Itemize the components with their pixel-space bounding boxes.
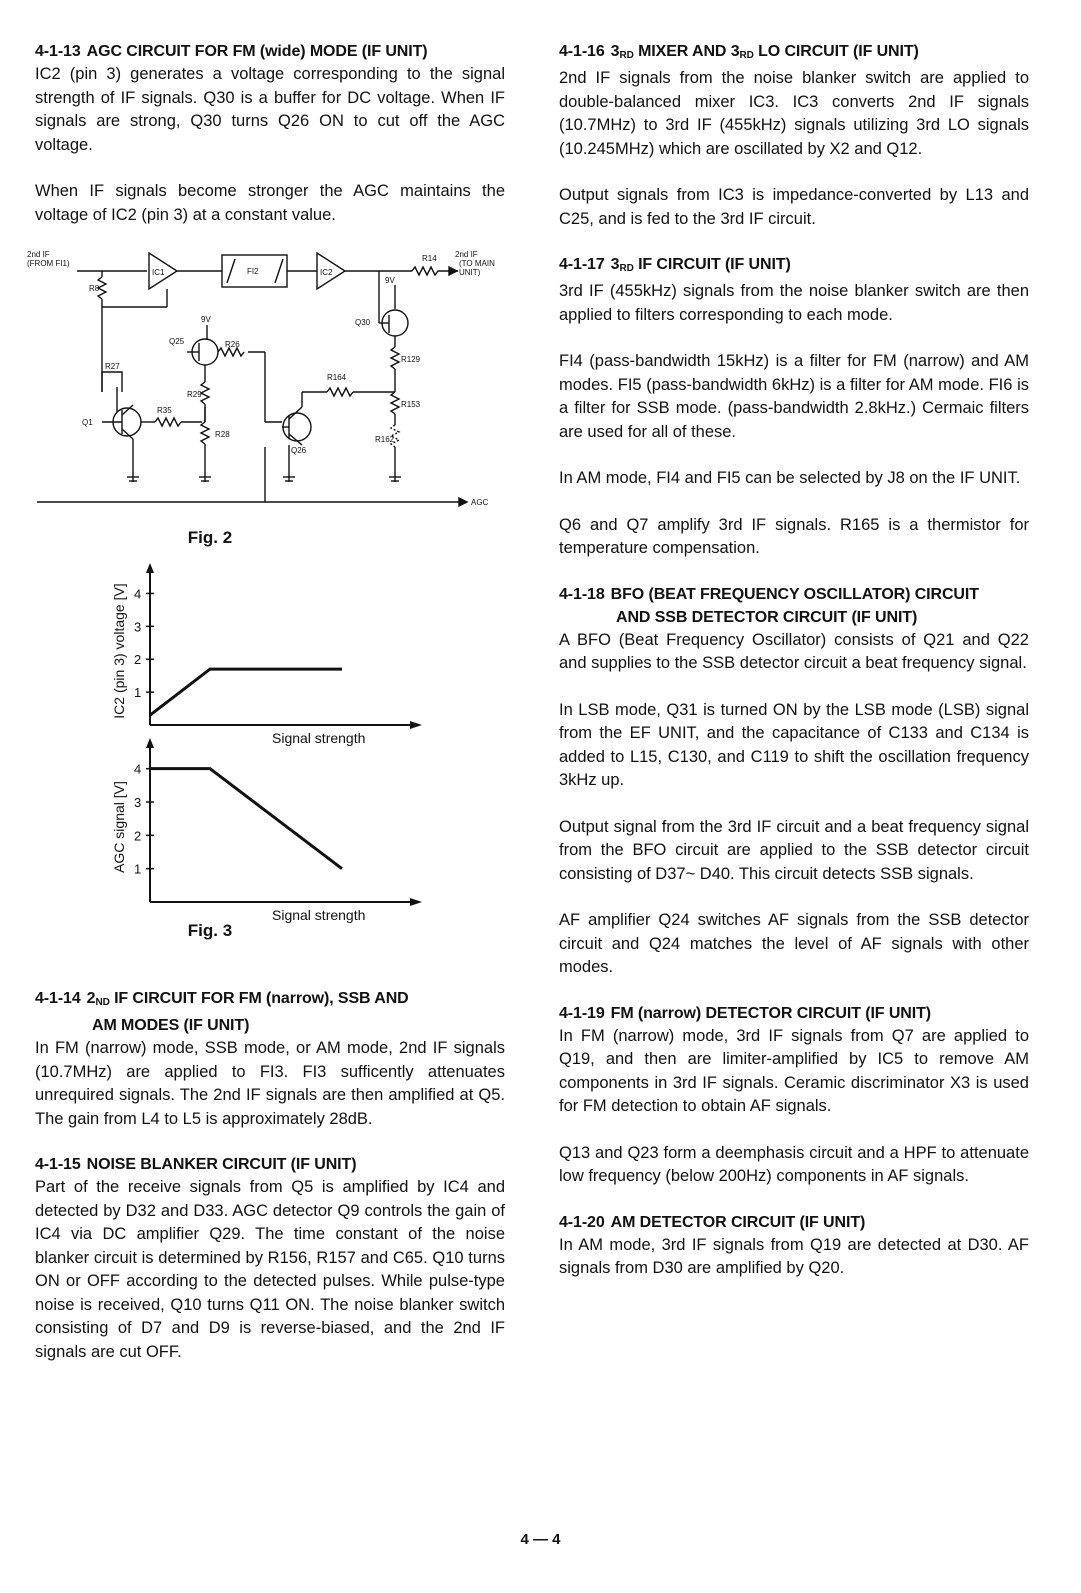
- label-fi2: FI2: [247, 267, 259, 276]
- ordinal: 2: [86, 990, 96, 1007]
- y-tick-label: 4: [134, 761, 142, 777]
- label-agc: AGC: [471, 498, 489, 507]
- section-heading: [559, 40, 1029, 67]
- label-in1: 2nd IF: [27, 250, 50, 259]
- figure-2: [27, 247, 505, 547]
- paragraph: Output signal from the 3rd IF circuit and a beat frequency signal from the BFO circuit are applied to the SSB detector circuit consisting of D37~ D40. This circuit detects SSB signals.: [559, 817, 1029, 883]
- figure-caption: Fig. 2: [187, 528, 233, 547]
- section-title: AM DETECTOR CIRCUIT (IF UNIT): [610, 1213, 866, 1231]
- section-title: NOISE BLANKER CIRCUIT (IF UNIT): [86, 1156, 357, 1173]
- section-title: IF CIRCUIT (IF UNIT): [633, 256, 791, 273]
- paragraph: In FM (narrow) mode, 3rd IF signals from Q7 are applied to Q19, and then are limiter-amplified by IC5 to remove AM components in 3rd IF signals. Ceramic discriminator X3 is used for FM detection to obtain AF signals.: [559, 1026, 1029, 1115]
- section-number: 4-1-15: [35, 1156, 81, 1173]
- section-number: 4-1-14: [35, 990, 81, 1007]
- label-out3: UNIT): [459, 268, 481, 277]
- section-number: 4-1-13: [35, 43, 81, 60]
- page-number: 4 — 4: [520, 1531, 561, 1548]
- series-line: [150, 669, 342, 715]
- paragraph: Q13 and Q23 form a deemphasis circuit and a HPF to attenuate low frequency (below 200Hz) components in AF signals.: [559, 1143, 1029, 1185]
- section-title: IF CIRCUIT FOR FM (narrow), SSB AND: [109, 990, 409, 1007]
- section-4-1-19: [559, 1002, 1029, 1189]
- y-axis-arrow: [146, 738, 154, 748]
- paragraph: FI4 (pass-bandwidth 15kHz) is a filter for FM (narrow) and AM modes. FI5 (pass-bandwidth 6kHz) is a filter for AM mode. FI6 is a filter for SSB mode. (pass-bandwidth 2.8kHz.) Cermaic filters are used for all of these.: [559, 352, 1029, 441]
- label-9v-a: 9V: [201, 315, 211, 324]
- section-number: 4-1-17: [559, 256, 605, 273]
- paragraph: IC2 (pin 3) generates a voltage corresponding to the signal strength of IF signals. Q30 is a buffer for DC voltage. When IF signals are strong, Q30 turns Q26 ON to cut off the AGC voltage.: [35, 65, 505, 154]
- label-r164: R164: [327, 373, 347, 382]
- label-ic2: IC2: [320, 268, 333, 277]
- section-heading: [559, 1002, 1029, 1025]
- y-axis-label: IC2 (pin 3) voltage [V]: [111, 583, 127, 719]
- paragraph: When IF signals become stronger the AGC maintains the voltage of IC2 (pin 3) at a constant value.: [35, 182, 505, 224]
- label-q26: Q26: [291, 446, 307, 455]
- ordinal-suffix: ND: [95, 997, 110, 1008]
- section-number: 4-1-18: [559, 585, 605, 603]
- paragraph: In AM mode, 3rd IF signals from Q19 are detected at D30. AF signals from D30 are amplified by Q20.: [559, 1235, 1029, 1277]
- paragraph: Part of the receive signals from Q5 is amplified by IC4 and detected by D32 and D33. AGC detector Q9 controls the gain of IC4 via DC amplifier Q29. The time constant of the noise blanker circuit is determined by R156, R157 and C65. Q10 turns ON or OFF according to the detected pulses. While pulse-type noise is received, Q10 turns Q11 ON. The noise blanker switch consisting of D7 and D9 is reverse-biased, and the 2nd IF signals are cut OFF.: [35, 1178, 505, 1361]
- paragraph: In LSB mode, Q31 is turned ON by the LSB mode (LSB) signal from the EF UNIT, and the capacitance of C133 and C134 is added to L15, C130, and C119 to shift the oscillation frequency 3kHz up.: [559, 700, 1029, 789]
- y-tick-label: 1: [134, 685, 142, 701]
- paragraph: 3rd IF (455kHz) signals from the noise blanker switch are then applied to filters corresponding to each mode.: [559, 282, 1029, 324]
- section-4-1-13: [35, 40, 505, 227]
- y-axis-label: AGC signal [V]: [111, 781, 127, 873]
- section-title: FM (narrow) DETECTOR CIRCUIT (IF UNIT): [610, 1004, 931, 1022]
- section-heading: [35, 1153, 505, 1176]
- section-title-cont: AND SSB DETECTOR CIRCUIT (IF UNIT): [616, 608, 918, 626]
- ordinal: 3: [610, 256, 620, 273]
- label-r27: R27: [105, 362, 120, 371]
- series-line: [150, 769, 342, 869]
- section-heading: [35, 987, 505, 1037]
- section-heading: [35, 40, 505, 63]
- fig3-charts: [35, 547, 505, 947]
- ordinal-suffix: RD: [739, 50, 754, 61]
- section-4-1-16: [559, 40, 1029, 231]
- paragraph: Q6 and Q7 amplify 3rd IF signals. R165 is a thermistor for temperature compensation.: [559, 515, 1029, 557]
- section-title: AGC CIRCUIT FOR FM (wide) MODE (IF UNIT): [86, 43, 428, 60]
- label-9v-b: 9V: [385, 276, 395, 285]
- y-tick-label: 3: [134, 619, 142, 635]
- section-title: LO CIRCUIT (IF UNIT): [753, 43, 919, 60]
- section-heading: [559, 1211, 1029, 1234]
- ordinal-suffix: RD: [619, 263, 634, 274]
- paragraph: In FM (narrow) mode, SSB mode, or AM mode, 2nd IF signals (10.7MHz) are applied to FI3. FI3 sufficently attenuates unrequired signals. The 2nd IF signals are then amplified at Q5. The gain from L4 to L5 is approximately 28dB.: [35, 1039, 505, 1128]
- y-tick-label: 1: [134, 861, 142, 877]
- label-ic1: IC1: [152, 268, 165, 277]
- label-r162: R162: [375, 435, 395, 444]
- label-r26: R26: [225, 340, 240, 349]
- x-axis-arrow: [410, 898, 422, 906]
- x-axis-label: Signal strength: [272, 907, 366, 923]
- section-number: 4-1-16: [559, 43, 605, 60]
- section-number: 4-1-19: [559, 1004, 605, 1022]
- section-number: 4-1-20: [559, 1213, 605, 1231]
- section-4-1-14: [35, 987, 505, 1131]
- section-title: BFO (BEAT FREQUENCY OSCILLATOR) CIRCUIT: [610, 585, 979, 603]
- y-tick-label: 2: [134, 652, 142, 668]
- paragraph: AF amplifier Q24 switches AF signals from the SSB detector circuit and Q24 matches the level of AF signals with other modes.: [559, 911, 1029, 976]
- y-tick-label: 4: [134, 586, 142, 602]
- label-r129: R129: [401, 355, 421, 364]
- paragraph: A BFO (Beat Frequency Oscillator) consists of Q21 and Q22 and supplies to the SSB detector circuit a beat frequency signal.: [559, 630, 1029, 672]
- section-4-1-18: [559, 583, 1029, 980]
- section-4-1-20: [559, 1211, 1029, 1281]
- section-heading: [559, 253, 1029, 280]
- paragraph: Output signals from IC3 is impedance-converted by L13 and C25, and is fed to the 3rd IF circuit.: [559, 186, 1029, 228]
- figure-caption: Fig. 3: [187, 921, 233, 940]
- label-in2: (FROM FI1): [27, 259, 70, 268]
- section-title: MIXER AND: [633, 43, 731, 60]
- right-column: [559, 40, 1029, 1303]
- label-r8: R8: [89, 284, 100, 293]
- section-heading: [559, 583, 1029, 629]
- ordinal-suffix: RD: [619, 50, 634, 61]
- x-axis-arrow: [410, 721, 422, 729]
- label-r29: R29: [187, 390, 202, 399]
- figure-3: [35, 547, 505, 987]
- y-tick-label: 3: [134, 795, 142, 810]
- section-4-1-17: [559, 253, 1029, 561]
- paragraph: 2nd IF signals from the noise blanker switch are applied to double-balanced mixer IC3. IC3 converts 2nd IF signals (10.7MHz) to 3rd IF (455kHz) signals utilizing 3rd LO signals (10.245MHz) which are oscillated by X2 and Q12.: [559, 69, 1029, 158]
- label-r14: R14: [422, 254, 437, 263]
- label-q30: Q30: [355, 318, 371, 327]
- label-q25: Q25: [169, 337, 185, 346]
- ordinal: 3: [730, 43, 740, 60]
- ordinal: 3: [610, 43, 620, 60]
- label-out2: (TO MAIN: [459, 259, 495, 268]
- label-out1: 2nd IF: [455, 250, 478, 259]
- left-column: [27, 40, 505, 1386]
- y-axis-arrow: [146, 563, 154, 573]
- label-r28: R28: [215, 430, 230, 439]
- label-q1: Q1: [82, 418, 93, 427]
- label-r153: R153: [401, 400, 421, 409]
- section-title-cont: AM MODES (IF UNIT): [92, 1017, 250, 1034]
- paragraph: In AM mode, FI4 and FI5 can be selected by J8 on the IF UNIT.: [559, 469, 1021, 487]
- y-tick-label: 2: [134, 828, 142, 844]
- x-axis-label: Signal strength: [272, 730, 366, 746]
- section-4-1-15: [35, 1153, 505, 1364]
- agc-circuit-schematic: [27, 247, 497, 517]
- label-r35: R35: [157, 406, 172, 415]
